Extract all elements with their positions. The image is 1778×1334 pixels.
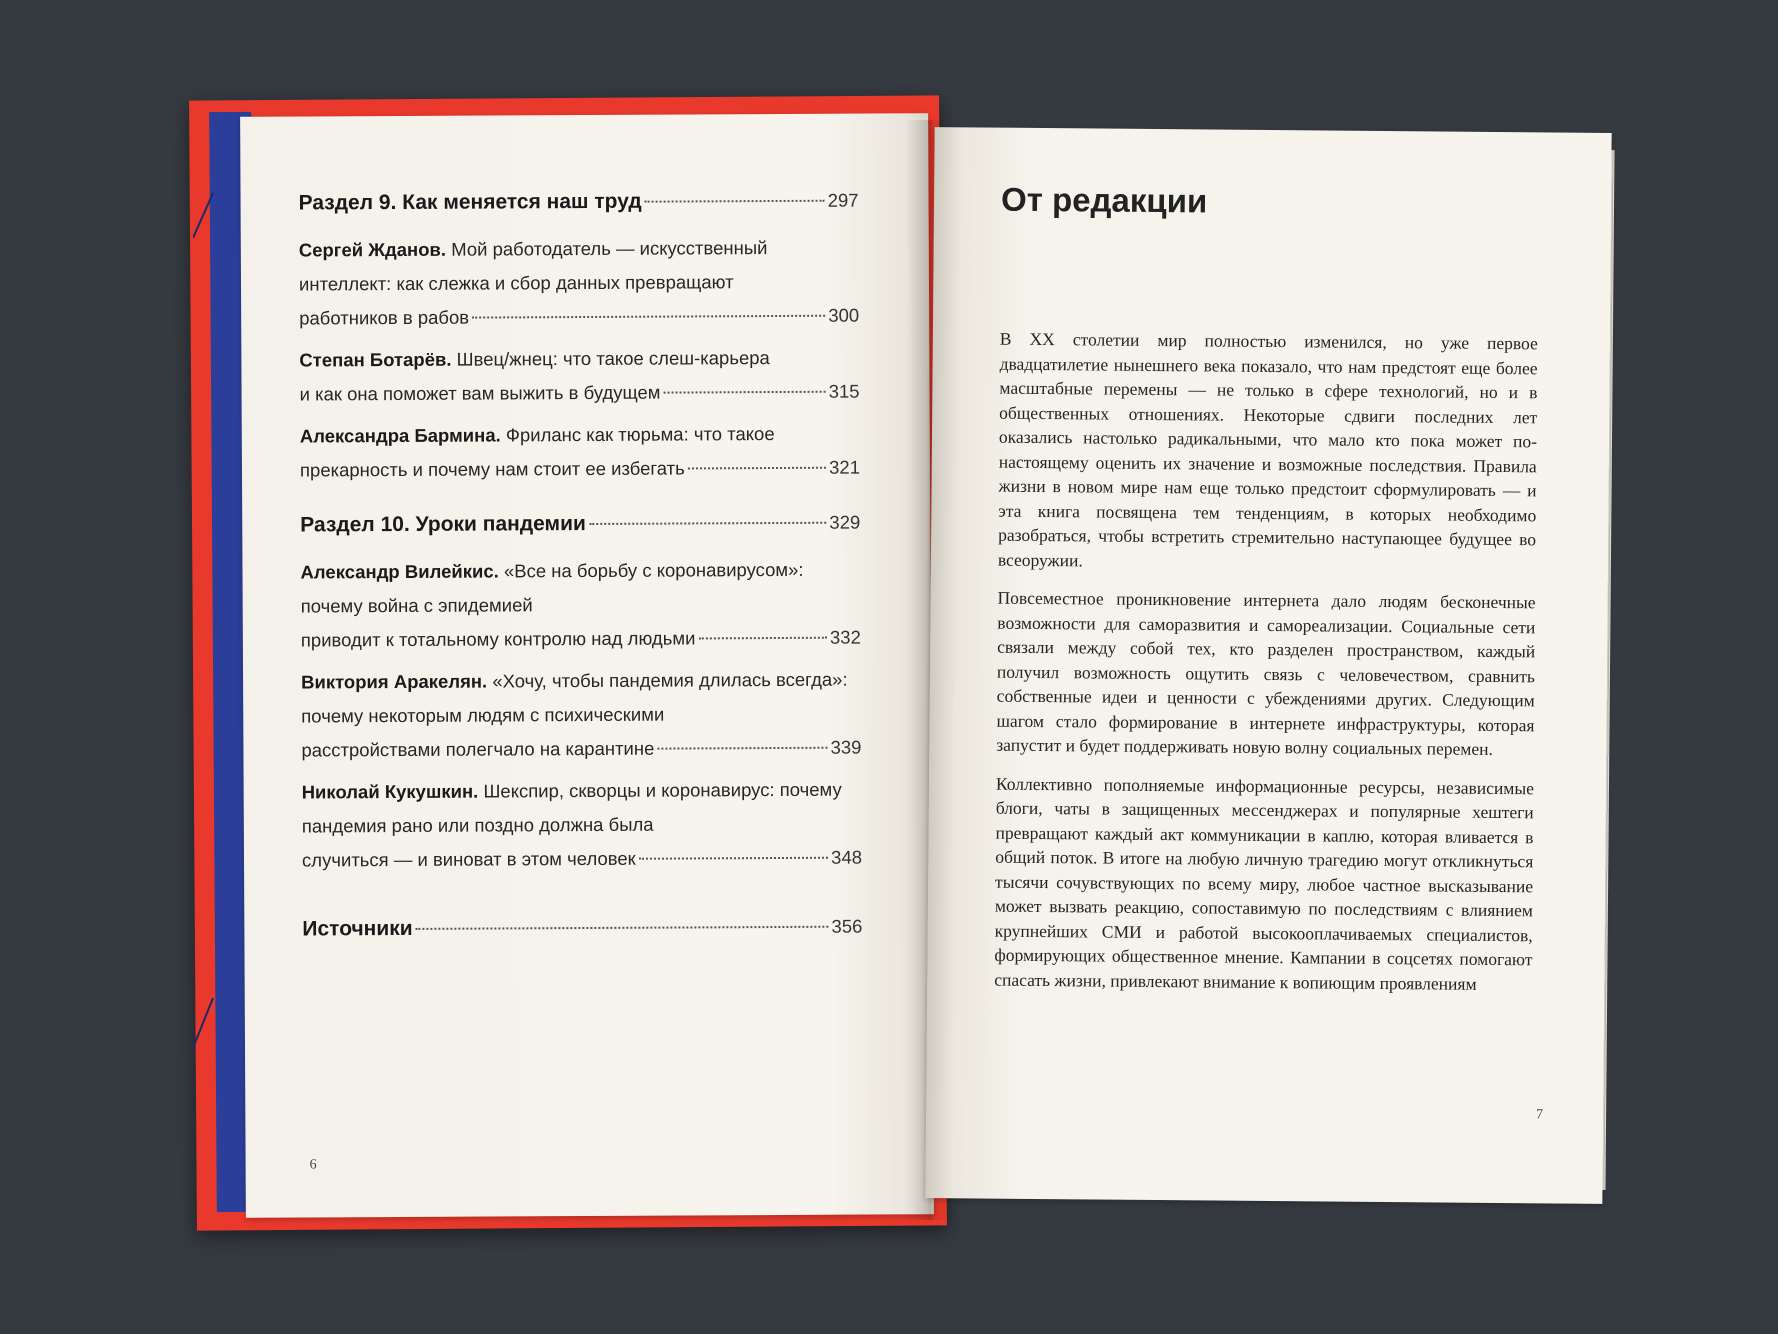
dot-leader <box>472 315 825 319</box>
page-number: 339 <box>830 736 862 758</box>
dot-leader <box>657 747 827 750</box>
left-page <box>240 113 934 1218</box>
toc-author: Александр Вилейкис. <box>300 560 499 583</box>
right-page <box>925 127 1611 1204</box>
dot-leader <box>639 857 828 860</box>
page-number: 329 <box>829 511 861 533</box>
page-number: 315 <box>828 380 860 402</box>
toc-section-title: Раздел 9. Как меняется наш труд <box>298 189 642 215</box>
toc-entry-last-line <box>300 451 860 488</box>
toc-entry <box>302 773 863 878</box>
toc-author: Степан Ботарёв. <box>299 348 452 371</box>
editorial-foreword <box>994 181 1539 1011</box>
dot-leader <box>645 200 825 203</box>
toc-entry <box>299 231 860 336</box>
toc-entry <box>300 417 860 488</box>
dot-leader <box>663 391 825 394</box>
toc-author: Виктория Аракелян. <box>301 670 488 693</box>
page-folio-left: 6 <box>309 1157 317 1173</box>
toc-entry-last-line <box>302 841 862 878</box>
toc-entry-text: работников в рабов <box>299 306 470 329</box>
page-title: От редакции <box>1000 180 1208 220</box>
toc-entry-text: Швец/жнец: что такое слеш-карьера <box>451 347 770 370</box>
toc-section-10 <box>300 511 860 538</box>
toc-entry <box>299 341 859 412</box>
page-folio-right: 7 <box>1536 1107 1544 1123</box>
toc-entry-text: Фриланс как тюрьма: что такое <box>500 423 775 446</box>
toc-entry-text: и как она поможет вам выжить в будущем <box>299 381 661 405</box>
toc-entry-text: Мой работодатель — искусственный интеллект: как слежка и сбор данных превращают <box>298 237 768 295</box>
paragraph: Коллективно пополняемые информационные ресурсы, независимые блоги, чаты в защищенных мессенджерах и популярные хештеги превращают каждый акт коммуникации в каплю, которая вливается в общий поток. В итоге на любую личную трагедию могут откликнуться тысячи сочувствующих по всему миру, любое частное высказывание может вызвать реакцию, сопоставимую по последствиям с влиянием крупнейших СМИ и работой высокооплачиваемых специалистов, формирующих общественное мнение. Кампании в соцсетях помогают спасать жизни, привлекают внимание к вопиющим проявлениям <box>994 773 1535 994</box>
paragraph: В XX столетии мир полностью изменился, но уже первое двадцатилетие нынешнего века показало, что нам предстоят еще более масштабные перемены — не только в сфере технологий, но и в общественных отношениях. Некоторые сдвиги последних лет оказались настолько радикальными, что мало кто пока может по-настоящему оценить их значение и возможные последствия. Правила жизни в новом мире нам еще только предстоит сформулировать — и эта книга посвящена тем тенденциям, в которых необходимо разобраться, чтобы встретить стремительно наступающее будущее во всеоружии. <box>997 328 1538 570</box>
table-of-contents <box>299 189 863 960</box>
toc-entry-last-line <box>299 375 859 412</box>
toc-entry-text: прекарность и почему нам стоит ее избегать <box>299 457 685 481</box>
toc-entry-last-line <box>299 299 859 336</box>
toc-author: Александра Бармина. <box>299 424 501 447</box>
page-number: 348 <box>831 846 863 868</box>
toc-author: Николай Кукушкин. <box>301 780 479 803</box>
page-number: 300 <box>828 304 860 326</box>
page-number: 321 <box>829 456 861 478</box>
dot-leader <box>416 926 829 930</box>
toc-entry-last-line <box>301 731 861 768</box>
page-number: 356 <box>831 915 863 937</box>
toc-sources <box>302 915 862 942</box>
page-number: 297 <box>827 189 859 211</box>
dot-leader <box>698 637 827 640</box>
toc-entry-text: «Хочу, чтобы пандемия длилась всегда»: почему некоторым людям с психическими <box>301 668 848 727</box>
toc-section-title: Источники <box>302 916 413 941</box>
toc-section-title: Раздел 10. Уроки пандемии <box>300 512 586 537</box>
toc-entry-text: Шекспир, скворцы и коронавирус: почему пандемия рано или поздно должна была <box>301 778 842 837</box>
page-number: 332 <box>829 626 861 648</box>
paragraph: Повсеместное проникновение интернета дало людям бесконечные возможности для саморазвития и самореализации. Социальные сети связали между собой тех, кто разделен пространством, каждый получил возможность ощутить связь с человечеством, сравнить собственные идеи и ценности с убеждениями других. Следующим шагом стало формирование в интернете инфраструктуры, которая запустит и будет поддерживать новую волну социальных перемен. <box>996 587 1536 759</box>
dot-leader <box>688 467 826 470</box>
toc-entry-text: случиться — и виноват в этом человек <box>301 847 636 871</box>
dot-leader <box>589 522 827 525</box>
toc-entry <box>300 553 861 658</box>
toc-section-9 <box>299 189 859 216</box>
toc-entry-text: расстройствами полегчало на карантине <box>301 737 655 761</box>
toc-entry-text: приводит к тотальному контролю над людьми <box>300 627 696 651</box>
toc-entry-last-line <box>301 621 861 658</box>
toc-entry <box>301 663 862 768</box>
toc-author: Сергей Жданов. <box>298 238 447 261</box>
toc-entry-text: «Все на борьбу с коронавирусом»: почему война с эпидемией <box>300 558 804 617</box>
